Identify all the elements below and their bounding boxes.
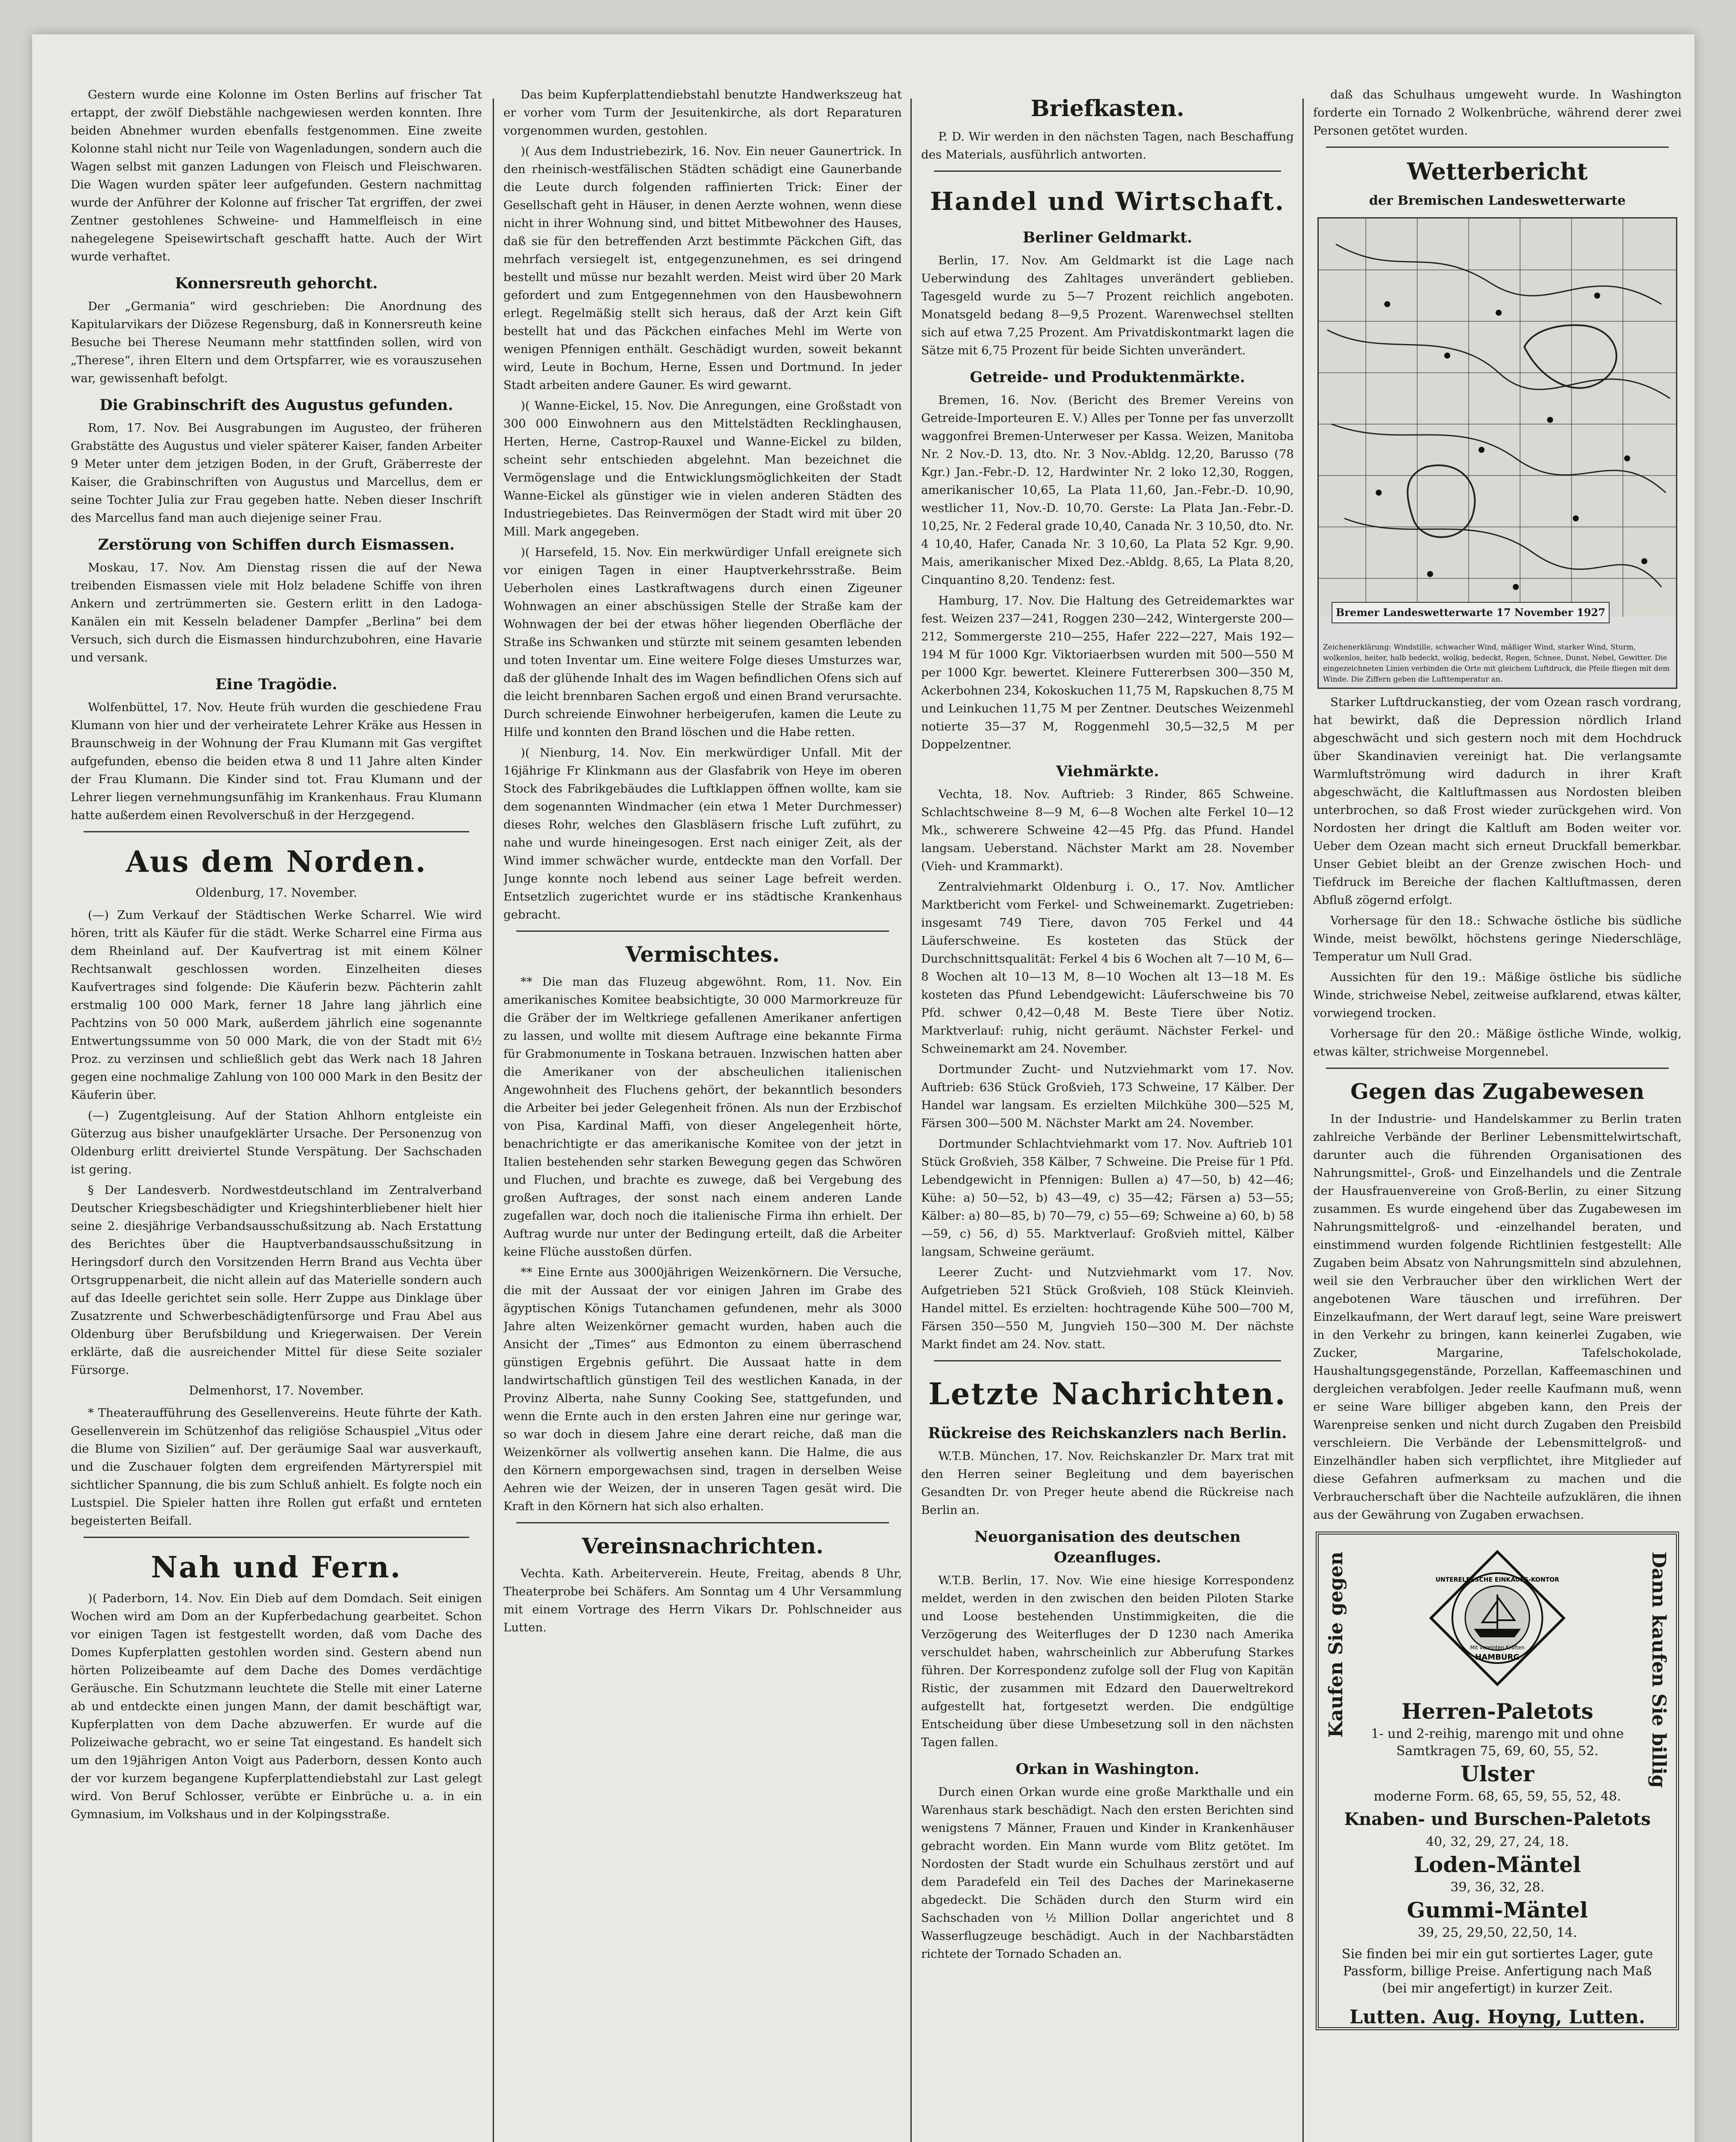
- section-title: Nah und Fern.: [151, 1550, 402, 1585]
- ad-product: Loden-Mäntel: [1413, 1852, 1581, 1877]
- ad-product: Herren-Paletots: [1401, 1699, 1593, 1724]
- ad-firm-name: Lutten. Aug. Hoyng, Lutten.: [1349, 2006, 1646, 2028]
- weather-map-caption: Bremer Landeswetterwarte 17 November 1927: [1332, 602, 1610, 623]
- section-divider: [934, 1360, 1281, 1361]
- column-rule: [910, 99, 912, 2142]
- advertisement: [1316, 1532, 1679, 2030]
- article-paragraph: Rom, 17. Nov. Bei Ausgrabungen im Augusteo, der früheren Grabstätte des Augustus und vieler späterer Kaiser, fanden Arbeiter 9 Meter unter dem jetzigen Boden, in der Gruft, Gräberreste der Kaiser, die Grabinschriften von Augustus und Marcellus, dem er seine Tochter Julia zur Frau gegeben hatte. Neben dieser Inschrift des Marcellus fand man auch diejenige seiner Frau.: [71, 421, 482, 525]
- article-paragraph: Moskau, 17. Nov. Am Dienstag rissen die auf der Newa treibenden Eismassen viele mit Holz beladene Schiffe von ihren Ankern und zertrümmerten sie. Gestern erlitt in den Ladoga-Kanälen ein mit Kesseln beladener Dampfer „Berlina“ bei dem Versuch, sich durch die Eismassen hindurchzubohren, eine Havarie und versank.: [71, 561, 482, 664]
- article-paragraph: Leerer Zucht- und Nutzviehmarkt vom 17. Nov. Aufgetrieben 521 Stück Großvieh, 108 Stück Kleinvieh. Handel mittel. Es erzielten: hochtragende Kühe 500—700 M, Färsen 350—550 M, Jungvieh 150—300 M. Der nächste Markt findet am 24. Nov. statt.: [921, 1265, 1294, 1351]
- article-headline: Eine Tragödie.: [215, 676, 338, 693]
- article-headline: Neuorganisation des deutschen Ozeanfluges.: [974, 1528, 1241, 1566]
- ad-side-text-left: Kaufen Sie gegen: [1325, 1552, 1347, 1738]
- section-divider: [934, 171, 1281, 172]
- article-paragraph: Zentralviehmarkt Oldenburg i. O., 17. Nov. Amtlicher Marktbericht vom Ferkel- und Schweinemarkt. Zugetrieben: insgesamt 749 Tiere, davon 705 Ferkel und 44 Läuferschweine. Es kosteten das Stück der Durchschnittsqualität: Ferkel 4 bis 6 Wochen alt 7—10 M, 6—8 Wochen alt 10—13 M, 8—10 Wochen alt 13—18 M. Es kosteten das Pfund Lebendgewicht: Läuferschweine bis 70 Pfd. schwer 0,42—0,48 M. Beste Tiere über Notiz. Marktverlauf: ruhig, nicht geräumt. Nächster Ferkel- und Schweinemarkt am 24. November.: [921, 880, 1294, 1056]
- section-divider: [1326, 147, 1669, 148]
- ad-product-detail: 40, 32, 29, 27, 24, 18.: [1426, 1834, 1569, 1849]
- section-divider: [516, 930, 889, 932]
- ad-product-detail: 39, 25, 29,50, 22,50, 14.: [1417, 1925, 1577, 1940]
- article-paragraph: ** Eine Ernte aus 3000jährigen Weizenkörnern. Die Versuche, die mit der Aussaat der vor einigen Jahren im Grabe des ägyptischen Königs Tutanchamen gefundenen, mehr als 3000 Jahre alten Weizenkörner gemacht wurden, haben auch die Ansicht der „Times“ aus Edmonton zu einem überraschend günstigen Ergebnis geführt. Die Aussaat hatte in dem landwirtschaftlich günstigen Teil des westlichen Kanada, in der Provinz Alberta, nahe Sunny Cooking See, stattgefunden, und wenn die Ernte auch in den ersten Jahren eine nur geringe war, so war doch in diesem Jahre eine derart reiche, daß man die Weizenkörner als vollwertig ansehen kann. Die Halme, die aus den Körnern emporgewachsen sind, tragen in derselben Weise Aehren wie der Weizen, der in unseren Tagen gesät wird. Die Kraft in den Körnern hat sich also erhalten.: [503, 1265, 902, 1513]
- ad-body: [1336, 1697, 1659, 2031]
- section-divider: [84, 1537, 469, 1538]
- section-title: Gegen das Zugabewesen: [1350, 1079, 1645, 1104]
- article-headline: Viehmärkte.: [1056, 763, 1159, 780]
- section-title: Vereinsnachrichten.: [581, 1533, 823, 1559]
- article-paragraph: )( Paderborn, 14. Nov. Ein Dieb auf dem Domdach. Seit einigen Wochen wird am Dom an der Kupferbedachung gearbeitet. Schon vor einigen Tagen ist festgestellt worden, daß vom Dache des Domes Kupferplatten gestohlen worden sind. Gestern abend nun hörten Polizeibeamte auf dem Dache des Domes verdächtige Geräusche. Ein Schutzmann leuchtete die Stelle mit einer Laterne ab und entdeckte einen jungen Mann, der damit beschäftigt war, Kupferplatten von dem Dache abzuwerfen. Er wurde auf die Polizeiwache gebracht, wo er seine Tat eingestand. Es handelt sich um den 19jährigen Anton Voigt aus Paderborn, dessen Konto auch der vor kurzem begangene Kupferplattendiebstahl zur Last gelegt wird. Von Beruf Schlosser, verübte er Einbrüche u. a. in ein Gymnasium, im Volkshaus und in der Kolpingsstraße.: [71, 1592, 482, 1821]
- article-paragraph: Gestern wurde eine Kolonne im Osten Berlins auf frischer Tat ertappt, der zwölf Diebstähle nachgewiesen werden konnten. Ihre beiden Abnehmer wurden ebenfalls festgenommen. Eine zweite Kolonne stahl nicht nur Teile von Wagenladungen, sondern auch die Wagen selbst mit ganzen Ladungen von Fleisch und Fleischwaren. Die Wagen wurden später leer aufgefunden. Gestern nachmittag wurde der Anführer der Kolonne auf frischer Tat ergriffen, der zwei Zentner gestohlenes Schweine- und Hammelfleisch in eine nahegelegene Speisewirtschaft geschafft hatte. Auch der Wirt wurde verhaftet.: [71, 88, 482, 263]
- article-paragraph: Vorhersage für den 20.: Mäßige östliche Winde, wolkig, etwas kälter, strichweise Morgennebel.: [1313, 1027, 1682, 1059]
- article-paragraph: (—) Zum Verkauf der Städtischen Werke Scharrel. Wie wird hören, tritt als Käufer für die städt. Werke Scharrel eine Firma aus dem Rheinland auf. Der Kaufvertrag ist mit einem Kölner Rechtsanwalt geschlossen worden. Einzelheiten dieses Kaufvertrages sind folgende: Die Käuferin bezw. Pächterin zahlt erstmalig 100 000 Mark, ferner 18 Jahre lang jährlich eine Pachtzins von 50 000 Mark, außerdem jährlich eine sogenannte Entwertungssumme von 50 000 Mark, die von der Stadt mit 6½ Proz. zu verzinsen und schließlich gebt das Werk nach 18 Jahren gegen eine nochmalige Zahlung von 100 000 Mark in den Besitz der Käuferin über.: [71, 908, 482, 1102]
- article-paragraph: P. D. Wir werden in den nächsten Tagen, nach Beschaffung des Materials, ausführlich antworten.: [921, 130, 1294, 162]
- article-paragraph: )( Harsefeld, 15. Nov. Ein merkwürdiger Unfall ereignete sich vor einigen Tagen in einer Hauptverkehrsstraße. Beim Ueberholen eines Lastkraftwagens durch einen Zigeuner Wohnwagen an einer abschüssigen Stelle der Straße kam der Wohnwagen der bei der etwas höher liegenden Oberfläche der Straße ins Schwanken und stürzte mit seinem gesamten lebenden und toten Inventar um. Eine weitere Folge dieses Umsturzes war, daß der glühende Inhalt des im Wagen befindlichen Ofens sich auf die leicht brennbaren Sachen ergoß und einen Brand verursachte. Durch schreiende Einwohner herbeigerufen, kamen die Leute zu Hilfe und konnten den Brand löschen und die Habe retten.: [503, 545, 902, 739]
- article-paragraph: Wolfenbüttel, 17. Nov. Heute früh wurden die geschiedene Frau Klumann von hier und der verheiratete Lehrer Kräke aus Hessen in Braunschweig in der Wohnung der Frau Klumann mit Gas vergiftet aufgefunden, ebenso die beiden etwa 8 und 11 Jahre alten Kinder der Frau Klumann. Die Kinder sind tot. Frau Klumann und der Lehrer liegen vernehmungsunfähig im Krankenhaus. Frau Klumann hatte außerdem einen Revolverschuß in der Herzgegend.: [71, 700, 482, 822]
- article-paragraph: * Theateraufführung des Gesellenvereins. Heute führte der Kath. Gesellenverein im Schützenhof das religiöse Schauspiel „Vitus oder die Blume von Sizilien“ auf. Der geräumige Saal war ausverkauft, und die Zuschauer folgten dem ergreifenden Märtyrerspiel mit sichtlicher Spannung, die bis zum Schluß anhielt. Es folgte noch ein Lustspiel. Die Spieler hatten ihre Rollen gut erfaßt und ernteten begeisterten Beifall.: [71, 1406, 482, 1528]
- article-paragraph: W.T.B. Berlin, 17. Nov. Wie eine hiesige Korrespondenz meldet, werden in den zwischen den beiden Piloten Starke und Loose bestehenden Unstimmigkeiten, die die Verzögerung des Weiterfluges der D 1230 nach Amerika verschuldet haben, wahrscheinlich zur Abberufung Starkes führen. Der Korrespondenz zufolge soll der Flug von Kapitän Ristic, der zusammen mit Edzard den Dauerweltrekord aufgestellt hat, fortgesetzt werden. Die endgültige Entscheidung über diese Umbesetzung soll in den nächsten Tagen fallen.: [921, 1574, 1294, 1749]
- article-headline: Konnersreuth gehorcht.: [175, 275, 378, 292]
- article-paragraph: Dortmunder Zucht- und Nutzviehmarkt vom 17. Nov. Auftrieb: 636 Stück Großvieh, 173 Schweine, 17 Kälber. Der Handel war langsam. Es erzielten Milchkühe 300—525 M, Färsen 300—500 M. Nächster Markt am 24. November.: [921, 1062, 1294, 1130]
- article-paragraph: In der Industrie- und Handelskammer zu Berlin traten zahlreiche Verbände der Berliner Lebensmittelwirtschaft, darunter auch die führenden Organisationen des Nahrungsmittel-, Groß- und Einzelhandels und die Zentrale der Hausfrauenvereine von Groß-Berlin, zu einer Sitzung zusammen. Es wurde eingehend über das Zugabewesen im Nahrungsmittelgroß- und -einzelhandel beraten, und einstimmend wurden folgende Richtlinien festgestellt: Alle Zugaben beim Absatz von Nahrungsmitteln sind abzulehnen, weil sie den Verbraucher über den wirklichen Wert der angebotenen Ware täuschen und irreführen. Der Einzelkaufmann, der Wert darauf legt, seine Ware preiswert in den Verkehr zu bringen, kann keinerlei Zugaben, wie Zucker, Margarine, Tafelschokolade, Haushaltungsgegenstände, Porzellan, Kaffeemaschinen und dergleichen verabfolgen. Jeder reelle Kaufmann muß, wenn er seine Ware billiger abgeben kann, den Preis der Warenpreise senken und nicht durch Zugaben den Preisbild verschleiern. Die Verbände der Lebensmittelgroß- und Einzelhändler haben sich verpflichtet, ihre Mitglieder auf diese Gefahren aufmerksam zu machen und die Verbraucherschaft über die Nachteile aufzuklären, die ihnen aus der Gewährung von Zugaben erwachsen.: [1313, 1112, 1682, 1522]
- column-rule: [493, 99, 494, 2142]
- ad-seal-logo: [1427, 1547, 1568, 1689]
- article-headline: Getreide- und Produktenmärkte.: [970, 368, 1245, 386]
- article-paragraph: Dortmunder Schlachtviehmarkt vom 17. Nov. Auftrieb 101 Stück Großvieh, 358 Kälber, 7 Schweine. Die Preise für 1 Pfd. Lebendgewicht in Pfennigen: Bullen a) 47—50, b) 42—46; Kühe: a) 50—52, b) 43—49, c) 35—42; Färsen a) 53—55; Kälber: a) 80—85, b) 70—79, c) 55—69; Schweine a) 60, b) 58—59, c) 56, d) 55. Marktverlauf: Großvieh mittel, Kälber langsam, Schweine geräumt.: [921, 1137, 1294, 1259]
- article-paragraph: Durch einen Orkan wurde eine große Markthalle und ein Warenhaus stark beschädigt. Nach den ersten Berichten sind wenigstens 7 Männer, Frauen und Kinder in Krankenhäuser gebracht worden. Ein Mann wurde vom Blitz getötet. Im Nordosten der Stadt wurde ein Schulhaus zerstört und auf dem Paradefeld ein Teil des Daches der Marinekaserne abgedeckt. Die Schäden durch den Sturm wird ein Sachschaden von ½ Million Dollar angerichtet und 8 Wasserflugzeuge beschädigt. Auch in der Nachbarstädten richtete der Tornado Schaden an.: [921, 1785, 1294, 1961]
- article-paragraph: Das beim Kupferplattendiebstahl benutzte Handwerkszeug hat er vorher vom Turm der Jesuitenkirche, als dort Reparaturen vorgenommen wurden, gestohlen.: [503, 88, 902, 138]
- article-paragraph: ** Die man das Fluzeug abgewöhnt. Rom, 11. Nov. Ein amerikanisches Komitee beabsichtigte, 30 000 Marmorkreuze für die Gräber der im Weltkriege gefallenen Amerikaner anfertigen zu lassen, und wollte mit diesem Auftrage eine bekannte Firma für Grabmonumente in Toskana betrauen. Inzwischen hatten aber die Amerikaner von der abscheulichen italienischen Angewohnheit des Fluchens gehört, der bekanntlich besonders die Arbeiter bei jeder Gelegenheit frönen. Als nun der Erzbischof von Pisa, Kardinal Maffi, von dieser Angelegenheit hörte, benachrichtigte er das amerikanische Komitee von der jetzt in Italien bestehenden sehr starken Bewegung gegen das Schwören und Fluchen, und brachte es zuwege, daß bei Vergebung des großen Auftrages, der sonst nach einem anderen Lande zugefallen war, doch noch die italienische Firma ihn erhielt. Der Auftrag wurde nur unter der Bedingung erteilt, daß die Arbeiter keine Flüche ausstoßen dürfen.: [503, 975, 902, 1259]
- ad-seal-bottom-text: HAMBURG: [1475, 1653, 1520, 1662]
- ad-note: Sie finden bei mir ein gut sortiertes Lager, gute Passform, billige Preise. Anfertigung nach Maß (bei mir angefertigt) in kurzer Zeit.: [1341, 1947, 1653, 1996]
- ad-side-text-right: Dann kaufen Sie billig: [1648, 1552, 1670, 1788]
- section-divider: [516, 1522, 889, 1523]
- article-paragraph: Berlin, 17. Nov. Am Geldmarkt ist die Lage nach Ueberwindung des Zahltages unverändert geblieben. Tagesgeld wurde zu 5—7 Prozent reichlich angeboten. Monatsgeld bedang 8—9,5 Prozent. Warenwechsel stellten sich auf etwa 7,25 Prozent. Am Privatdiskontmarkt lagen die Sätze mit 6,75 Prozent für beide Sichten unverändert.: [921, 254, 1294, 357]
- article-headline: Die Grabinschrift des Augustus gefunden.: [99, 396, 453, 414]
- article-paragraph: (—) Zugentgleisung. Auf der Station Ahlhorn entgleiste ein Güterzug aus bisher unaufgeklärter Ursache. Der Personenzug von Oldenburg erlitt dreiviertel Stunde Verspätung. Der Sachschaden ist gering.: [71, 1109, 482, 1176]
- article-paragraph: Vorhersage für den 18.: Schwache östliche bis südliche Winde, meist bewölkt, höchstens geringe Niederschläge, Temperatur um Null Grad.: [1313, 914, 1682, 963]
- column-3: [921, 86, 1294, 2142]
- column-1: [71, 86, 482, 2142]
- article-headline: Orkan in Washington.: [1015, 1760, 1200, 1778]
- article-paragraph: Starker Luftdruckanstieg, der vom Ozean rasch vordrang, hat bewirkt, daß die Depression nördlich Irland abgeschwächt und sich gestern noch mit dem Hochdruck über Skandinavien vereinigt hat. Die verlangsamte Warmluftströmung wird dadurch in ihrer Kraft abgeschwächt, die Kaltluftmassen aus Nordosten bleiben unterbrochen, so daß Frost wieder zurückgehen wird. Von Nordosten her dringt die Kaltluft am Boden weiter vor. Ueber dem Ozean macht sich erneut Druckfall bemerkbar. Unser Gebiet bleibt an der Grenze zwischen Hoch- und Tiefdruck im Bereiche der flachen Kaltluftmassen, deren Abfluß zögernd erfolgt.: [1313, 695, 1682, 907]
- article-paragraph: Aussichten für den 19.: Mäßige östliche bis südliche Winde, strichweise Nebel, zeitweise aufklarend, etwas kälter, vorwiegend trocken.: [1313, 970, 1682, 1020]
- ad-product-detail: 39, 36, 32, 28.: [1450, 1880, 1544, 1895]
- section-title: Handel und Wirtschaft.: [930, 187, 1285, 216]
- ad-seal-mid-text: Mit vereinten Kräften: [1470, 1645, 1525, 1651]
- section-title: Letzte Nachrichten.: [928, 1376, 1287, 1412]
- section-title: Aus dem Norden.: [126, 845, 427, 879]
- section-title: Briefkasten.: [1030, 96, 1185, 122]
- dateline: Oldenburg, 17. November.: [195, 886, 357, 900]
- article-paragraph: Vechta, 18. Nov. Auftrieb: 3 Rinder, 865 Schweine. Schlachtschweine 8—9 M, 6—8 Wochen alte Ferkel 10—12 Mk., schwerere Schweine 42—45 Pfg. das Pfund. Handel langsam. Ueberstand. Nächster Markt am 28. November (Vieh- und Krammarkt).: [921, 787, 1294, 873]
- column-rule: [1302, 99, 1304, 2142]
- ad-product: Gummi-Mäntel: [1407, 1897, 1588, 1923]
- section-title: Vermischtes.: [626, 942, 780, 967]
- article-headline: Berliner Geldmarkt.: [1023, 229, 1192, 246]
- section-divider: [1326, 1068, 1669, 1069]
- article-paragraph: Der „Germania“ wird geschrieben: Die Anordnung des Kapitularvikars der Diözese Regensburg, daß in Konnersreuth keine Besuche bei Therese Neumann mehr stattfinden sollen, wird von „Therese“, ihren Eltern und dem Ortspfarrer, wie es vorauszusehen war, gewissenhaft befolgt.: [71, 299, 482, 385]
- weather-map: [1317, 217, 1677, 689]
- dateline: Delmenhorst, 17. November.: [189, 1383, 364, 1397]
- weather-map-legend: Zeichenerklärung: Windstille, schwacher Wind, mäßiger Wind, starker Wind, Sturm, wolkenlos, heiter, halb bedeckt, wolkig, bedeckt, Regen, Schnee, Dunst, Nebel, Gewitter. Die eingezeichneten Linien verbinden die Orte mit gleichem Luftdruck, die Pfeile fliegen mit dem Winde. Die Ziffern geben die Lufttemperatur an.: [1323, 643, 1670, 684]
- article-paragraph: )( Nienburg, 14. Nov. Ein merkwürdiger Unfall. Mit der 16jährige Fr Klinkmann aus der Glasfabrik von Heye im oberen Stock des Fabrikgebäudes die Luftklappen öffnen wollte, kam sie dem sogenannten Windmacher (ein etwa 1 Meter Durchmesser) dieses Rohr, welches den Glasbläsern frische Luft zuführt, zu nahe und wurde hineingesogen. Erst nach einiger Zeit, als der Wind immer schwächer wurde, entdeckte man den Vorfall. Der Junge konnte noch lebend aus seiner Lage befreit werden. Entsetzlich zugerichtet wurde er ins städtische Krankenhaus gebracht.: [503, 746, 902, 921]
- article-paragraph: Vechta. Kath. Arbeiterverein. Heute, Freitag, abends 8 Uhr, Theaterprobe bei Schäfers. Am Sonntag um 4 Uhr Versammlung mit einem Vortrage des Herrn Vikars Dr. Pohlschneider aus Lutten.: [503, 1567, 902, 1634]
- article-paragraph: daß das Schulhaus umgeweht wurde. In Washington forderte ein Tornado 2 Wolkenbrüche, während derer zwei Personen getötet wurden.: [1313, 88, 1682, 138]
- article-paragraph: Hamburg, 17. Nov. Die Haltung des Getreidemarktes war fest. Weizen 237—241, Roggen 230—242, Wintergerste 200—212, Sommergerste 210—255, Hafer 222—227, Mais 192—194 M für 1000 Kgr. Viktoriaerbsen wurden mit 500—550 M per 1000 Kgr. bewertet. Kleinere Futtererbsen 300—350 M, Ackerbohnen 234, Kokoskuchen 11,75 M, Rapskuchen 8,75 M und Leinkuchen 11,75 M per Zentner. Deutsches Weizenmehl notierte 35—37 M, Roggenmehl 30,5—32,5 M per Doppelzentner.: [921, 594, 1294, 751]
- section-divider: [84, 831, 469, 832]
- article-headline: der Bremischen Landeswetterwarte: [1369, 193, 1626, 208]
- ad-product-detail: moderne Form. 68, 65, 59, 55, 52, 48.: [1374, 1789, 1621, 1804]
- article-paragraph: )( Aus dem Industriebezirk, 16. Nov. Ein neuer Gaunertrick. In den rheinisch-westfälischen Städten schädigt eine Gaunerbande die Leute durch folgenden raffinierten Trick: Einer der Gesellschaft geht in Häuser, in denen Aerzte wohnen, wenn diese nicht in ihrer Wohnung sind, und bittet Mitbewohner des Hauses, daß sie für den betreffenden Arzt bestimmte Päckchen Gift, das mehrfach versiegelt ist, entgegenzunehmen, es sei dringend bestellt und müsse nur bezahlt werden. Meist wird über 20 Mark gefordert und zum Entgegennehmen von den Hausbewohnern erlegt. Regelmäßig stellt sich heraus, daß der Arzt kein Gift bestellt hat und das Päckchen einfaches Mehl im Werte von wenigen Pfennigen enthält. Geschädigt wurden, soweit bekannt wird, Leute in Bochum, Herne, Essen und Dortmund. In jeder Stadt arbeiten andere Gauner. Es wird gewarnt.: [503, 144, 902, 392]
- article-headline: Rückreise des Reichskanzlers nach Berlin.: [928, 1424, 1287, 1442]
- weather-map-chart: [1319, 218, 1676, 617]
- ad-product: Ulster: [1461, 1761, 1534, 1786]
- column-2: [503, 86, 902, 2142]
- column-4: [1313, 86, 1682, 2142]
- ad-seal-top-text: UNTERELBESCHE EINKAUFS-KONTOR: [1435, 1577, 1559, 1583]
- ad-product: Knaben- und Burschen-Paletots: [1344, 1809, 1651, 1829]
- article-paragraph: W.T.B. München, 17. Nov. Reichskanzler Dr. Marx trat mit den Herren seiner Begleitung und dem bayerischen Gesandten Dr. von Preger heute abend die Rückreise nach Berlin an.: [921, 1449, 1294, 1517]
- section-title: Wetterbericht: [1407, 158, 1588, 185]
- ad-product-detail: 1- und 2-reihig, marengo mit und ohne Samtkragen 75, 69, 60, 55, 52.: [1371, 1726, 1624, 1759]
- article-paragraph: Bremen, 16. Nov. (Bericht des Bremer Vereins von Getreide-Importeuren E. V.) Alles per Tonne per fas unverzollt waggonfrei Bremen-Unterweser per Kassa. Weizen, Manitoba Nr. 2 Nov.-D. 13, dto. Nr. 3 Nov.-Abldg. 12,20, Barusso (78 Kgr.) Jan.-Febr.-D. 12, Hardwinter Nr. 2 loko 12,30, Roggen, amerikanischer 10,65, La Plata 11,60, Jan.-Febr.-D. 10,90, westlicher 11, Nov.-D. 10,70. Gerste: La Plata Jan.-Febr.-D. 10,25, Nr. 2 Federal grade 10,40, Canada Nr. 3 10,50, dto. Nr. 4 10,40, Hafer, Canada Nr. 3 10,60, La Plata 52 Kgr. 9,90. Mais, amerikanischer Mixed Dez.-Abldg. 8,65, La Plata 8,20, Cinquantino 8,20. Tendenz: fest.: [921, 393, 1294, 587]
- article-paragraph: § Der Landesverb. Nordwestdeutschland im Zentralverband Deutscher Kriegsbeschädigter und Kriegshinterbliebener hielt hier seine 2. diesjährige Verbandsausschußsitzung ab. Nach Erstattung des Berichtes über die Hauptverbandsausschußsitzung in Heringsdorf durch den Vorsitzenden Herrn Brand aus Vechta über Ortsgruppenarbeit, die nicht allein auf das Materielle sondern auch auf das Ideelle gerichtet sein solle. Herr Zuppe aus Dinklage über Zusatzrente und Schwerbeschädigtenfürsorge und Frau Abel aus Oldenburg über Berufsbildung und Kriegerwaisen. Der Verein erklärte, daß die ausreichender Mittel für diese Seite sozialer Fürsorge.: [71, 1183, 482, 1377]
- article-paragraph: )( Wanne-Eickel, 15. Nov. Die Anregungen, eine Großstadt von 300 000 Einwohnern aus den Mittelstädten Recklinghausen, Herten, Herne, Castrop-Rauxel und Wanne-Eickel zu bilden, scheint sehr entschieden abgelehnt. Man bezeichnet die Vermögenslage und die Entwicklungsmöglichkeiten der Stadt Wanne-Eickel als günstiger wie in vielen anderen Städten des Industriegebietes. Das Reinvermögen der Stadt wird mit über 20 Mill. Mark angegeben.: [503, 399, 902, 538]
- article-headline: Zerstörung von Schiffen durch Eismassen.: [98, 536, 455, 553]
- newspaper-page: [32, 34, 1694, 2142]
